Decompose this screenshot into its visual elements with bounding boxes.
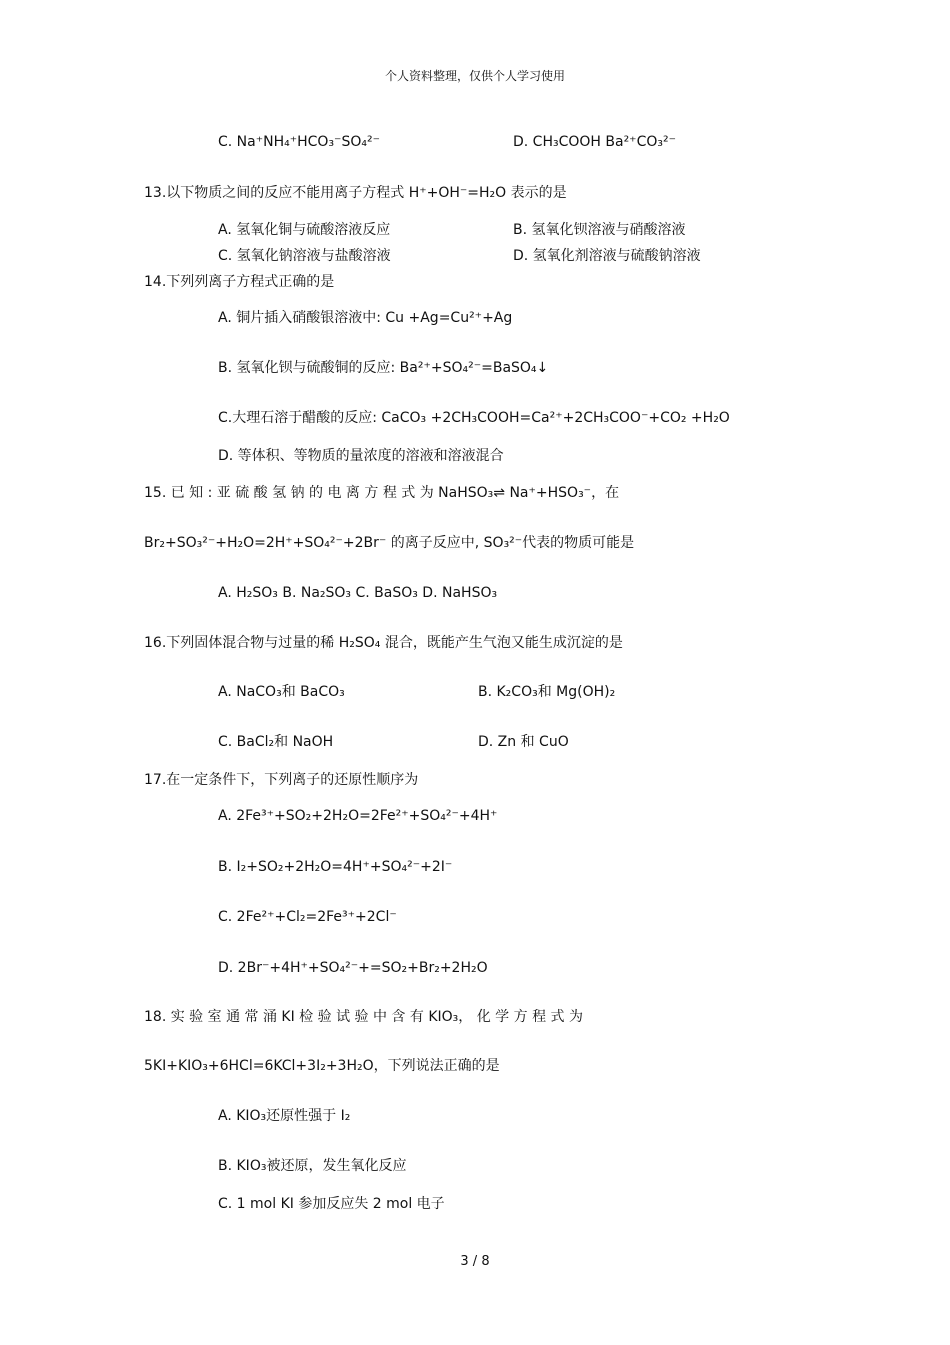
text-line: 5KI+KIO₃+6HCl=6KCl+3I₂+3H₂O，下列说法正确的是 bbox=[144, 1058, 500, 1074]
text-line: B. K₂CO₃和 Mg(OH)₂ bbox=[478, 684, 616, 700]
text-line: A. KIO₃还原性强于 I₂ bbox=[218, 1108, 351, 1124]
text-line: D. 氢氧化剂溶液与硫酸钠溶液 bbox=[513, 248, 701, 264]
text-line: 16.下列固体混合物与过量的稀 H₂SO₄ 混合，既能产生气泡又能生成沉淀的是 bbox=[144, 635, 623, 651]
text-line: B. KIO₃被还原，发生氧化反应 bbox=[218, 1158, 407, 1174]
text-line: D. CH₃COOH Ba²⁺CO₃²⁻ bbox=[513, 134, 676, 150]
text-line: C. BaCl₂和 NaOH bbox=[218, 734, 334, 750]
text-line: 18. 实 验 室 通 常 涌 KI 检 验 试 验 中 含 有 KIO₃， 化 学 方 程 式 为 bbox=[144, 1009, 583, 1025]
text-line: 13.以下物质之间的反应不能用离子方程式 H⁺+OH⁻=H₂O 表示的是 bbox=[144, 185, 567, 201]
text-line: C. 1 mol KI 参加反应失 2 mol 电子 bbox=[218, 1196, 445, 1212]
text-line: A. 2Fe³⁺+SO₂+2H₂O=2Fe²⁺+SO₄²⁻+4H⁺ bbox=[218, 808, 498, 824]
page-number: 3 / 8 bbox=[460, 1254, 490, 1269]
text-line: 14.下列列离子方程式正确的是 bbox=[144, 274, 335, 290]
text-line: 17.在一定条件下，下列离子的还原性顺序为 bbox=[144, 772, 419, 788]
text-line: Br₂+SO₃²⁻+H₂O=2H⁺+SO₄²⁻+2Br⁻ 的离子反应中, SO₃²⁻代表的物质可能是 bbox=[144, 535, 635, 551]
text-line: D. Zn 和 CuO bbox=[478, 734, 569, 750]
page-header: 个人资料整理，仅供个人学习使用 bbox=[384, 69, 565, 83]
text-line: A. 铜片插入硝酸银溶液中: Cu +Ag=Cu²⁺+Ag bbox=[218, 310, 513, 326]
text-line: C. 氢氧化钠溶液与盐酸溶液 bbox=[218, 248, 391, 264]
text-line: B. I₂+SO₂+2H₂O=4H⁺+SO₄²⁻+2I⁻ bbox=[218, 859, 453, 875]
text-line: D. 2Br⁻+4H⁺+SO₄²⁻+=SO₂+Br₂+2H₂O bbox=[218, 960, 488, 976]
text-line: C.大理石溶于醋酸的反应: CaCO₃ +2CH₃COOH=Ca²⁺+2CH₃COO⁻+CO₂ +H₂O bbox=[218, 410, 730, 426]
text-line: A. NaCO₃和 BaCO₃ bbox=[218, 684, 345, 700]
text-line: A. 氢氧化铜与硫酸溶液反应 bbox=[218, 222, 391, 238]
text-line: B. 氢氧化钡溶液与硝酸溶液 bbox=[513, 222, 686, 238]
text-line: A. H₂SO₃ B. Na₂SO₃ C. BaSO₃ D. NaHSO₃ bbox=[218, 585, 498, 601]
text-line: C. Na⁺NH₄⁺HCO₃⁻SO₄²⁻ bbox=[218, 134, 380, 150]
text-line: B. 氢氧化钡与硫酸铜的反应: Ba²⁺+SO₄²⁻=BaSO₄↓ bbox=[218, 360, 549, 376]
text-line: D. 等体积、等物质的量浓度的溶液和溶液混合 bbox=[218, 448, 504, 464]
text-line: C. 2Fe²⁺+Cl₂=2Fe³⁺+2Cl⁻ bbox=[218, 909, 397, 925]
text-line: 15. 已 知 : 亚 硫 酸 氢 钠 的 电 离 方 程 式 为 NaHSO₃⇌ Na⁺+HSO₃⁻，在 bbox=[144, 485, 620, 501]
